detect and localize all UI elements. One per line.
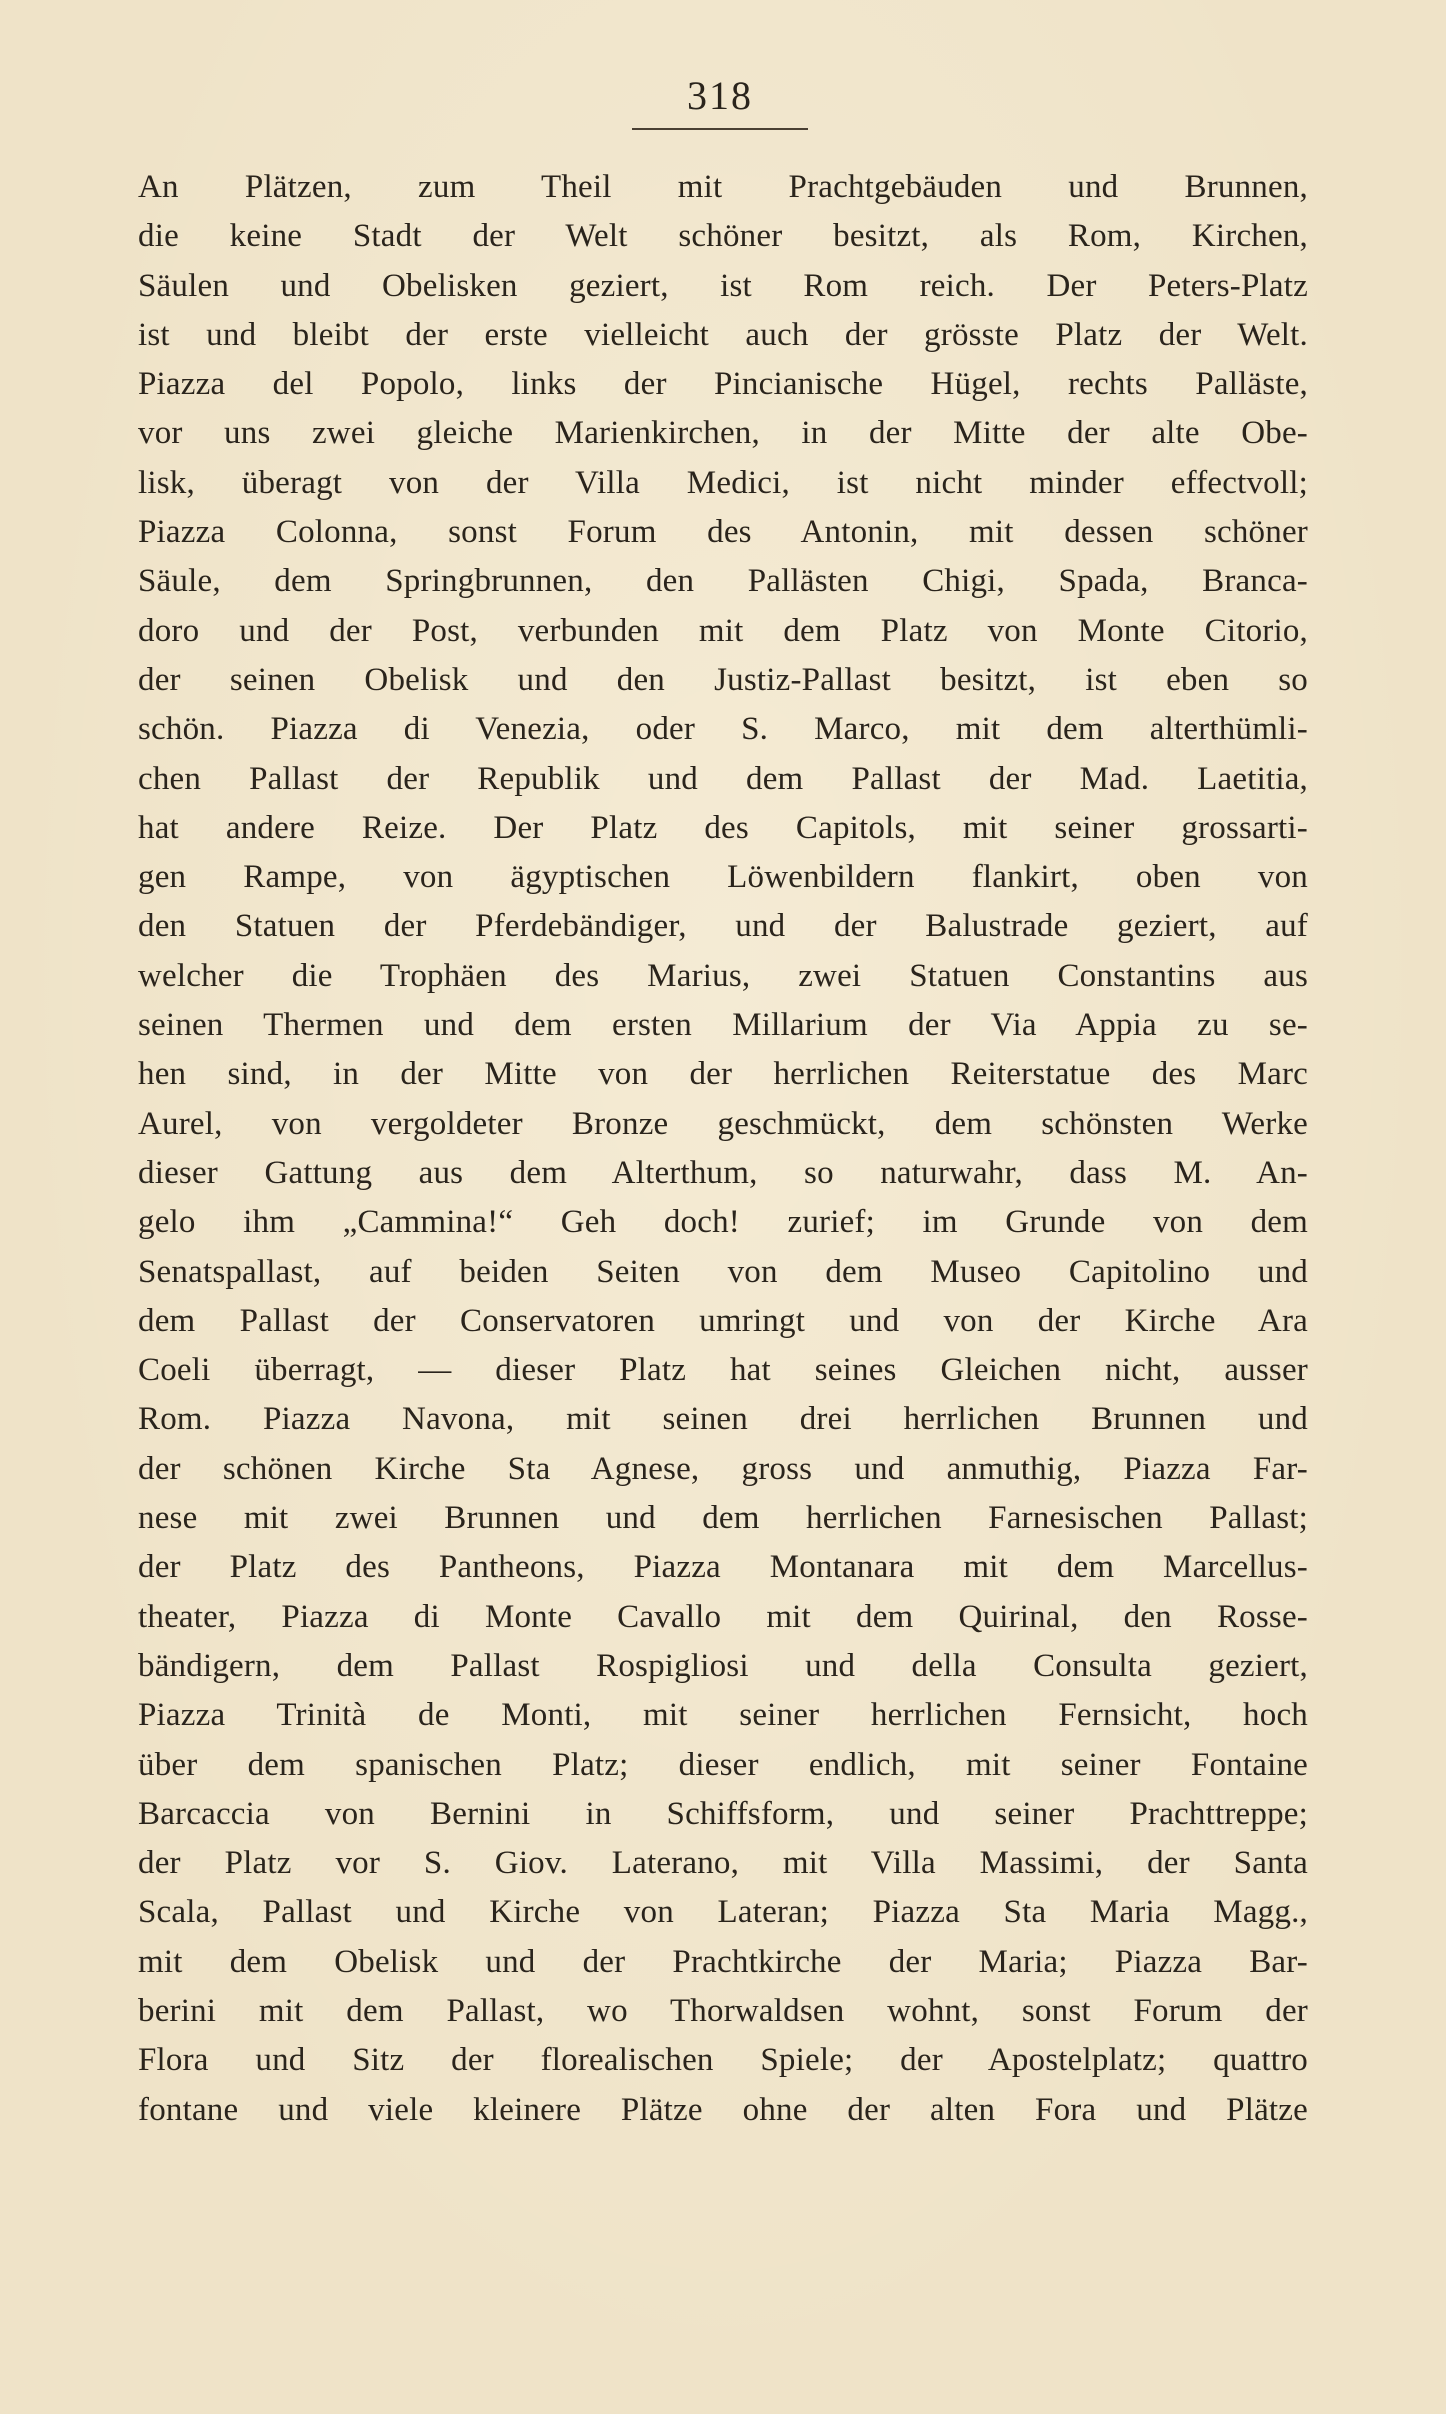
text-line: gelo ihm „Cammina!“ Geh doch! zurief; im Grunde von dem (138, 1204, 1308, 1241)
text-line: seinen Thermen und dem ersten Millarium der Via Appia zu se- (138, 1007, 1308, 1044)
text-line: gen Rampe, von ägyptischen Löwenbildern flankirt, oben von (138, 859, 1308, 896)
text-line: Aurel, von vergoldeter Bronze geschmückt, dem schönsten Werke (138, 1105, 1308, 1142)
text-line: den Statuen der Pferdebändiger, und der Balustrade geziert, auf (138, 908, 1308, 945)
text-line: der Platz des Pantheons, Piazza Montanara mit dem Marcellus- (138, 1549, 1308, 1586)
text-line: Scala, Pallast und Kirche von Lateran; Piazza Sta Maria Magg., (138, 1894, 1308, 1931)
text-line: An Plätzen, zum Theil mit Prachtgebäuden und Brunnen, (138, 169, 1308, 205)
text-line: der schönen Kirche Sta Agnese, gross und anmuthig, Piazza Far- (138, 1450, 1308, 1487)
text-line: welcher die Trophäen des Marius, zwei Statuen Constantins aus (138, 957, 1308, 994)
text-line: fontane und viele kleinere Plätze ohne der alten Fora und Plätze (138, 2091, 1308, 2128)
text-line: schön. Piazza di Venezia, oder S. Marco, mit dem alterthümli- (138, 711, 1308, 748)
text-line: lisk, überagt von der Villa Medici, ist nicht minder effectvoll; (138, 464, 1308, 501)
body-text (138, 163, 1308, 2135)
text-line: Coeli überragt, — dieser Platz hat seines Gleichen nicht, ausser (138, 1352, 1308, 1389)
text-line: chen Pallast der Republik und dem Pallast der Mad. Laetitia, (138, 760, 1308, 797)
text-line: die keine Stadt der Welt schöner besitzt, als Rom, Kirchen, (138, 218, 1308, 255)
text-line: Piazza Trinità de Monti, mit seiner herrlichen Fernsicht, hoch (138, 1697, 1308, 1734)
text-line: hat andere Reize. Der Platz des Capitols, mit seiner grossarti- (138, 809, 1308, 846)
text-line: Barcaccia von Bernini in Schiffsform, und seiner Prachttreppe; (138, 1795, 1308, 1832)
text-line: dem Pallast der Conservatoren umringt und von der Kirche Ara (138, 1302, 1308, 1339)
text-line: der seinen Obelisk und den Justiz-Pallast besitzt, ist eben so (138, 661, 1308, 698)
text-line: Säulen und Obelisken geziert, ist Rom reich. Der Peters-Platz (138, 267, 1308, 304)
text-line: mit dem Obelisk und der Prachtkirche der Maria; Piazza Bar- (138, 1943, 1308, 1980)
text-line: nese mit zwei Brunnen und dem herrlichen Farnesischen Pallast; (138, 1500, 1308, 1537)
text-line: der Platz vor S. Giov. Laterano, mit Villa Massimi, der Santa (138, 1845, 1308, 1882)
text-line: ist und bleibt der erste vielleicht auch der grösste Platz der Welt. (138, 316, 1308, 353)
text-line: bändigern, dem Pallast Rospigliosi und della Consulta geziert, (138, 1647, 1308, 1684)
text-line: berini mit dem Pallast, wo Thorwaldsen wohnt, sonst Forum der (138, 1992, 1308, 2029)
text-line: theater, Piazza di Monte Cavallo mit dem Quirinal, den Rosse- (138, 1598, 1308, 1635)
text-line: doro und der Post, verbunden mit dem Platz von Monte Citorio, (138, 612, 1308, 649)
text-line: Piazza del Popolo, links der Pincianische Hügel, rechts Palläste, (138, 366, 1308, 403)
text-line: Flora und Sitz der florealischen Spiele; der Apostelplatz; quattro (138, 2042, 1308, 2079)
text-line: über dem spanischen Platz; dieser endlich, mit seiner Fontaine (138, 1746, 1308, 1783)
page-number-rule (632, 128, 808, 130)
text-line: Rom. Piazza Navona, mit seinen drei herrlichen Brunnen und (138, 1401, 1308, 1438)
text-line: Piazza Colonna, sonst Forum des Antonin, mit dessen schöner (138, 514, 1308, 551)
page-number: 318 (687, 73, 753, 118)
text-line: vor uns zwei gleiche Marienkirchen, in der Mitte der alte Obe- (138, 415, 1308, 452)
text-line: Senatspallast, auf beiden Seiten von dem Museo Capitolino und (138, 1253, 1308, 1290)
text-line: hen sind, in der Mitte von der herrlichen Reiterstatue des Marc (138, 1056, 1308, 1093)
text-line: dieser Gattung aus dem Alterthum, so naturwahr, dass M. An- (138, 1154, 1308, 1191)
text-line: Säule, dem Springbrunnen, den Pallästen Chigi, Spada, Branca- (138, 563, 1308, 600)
